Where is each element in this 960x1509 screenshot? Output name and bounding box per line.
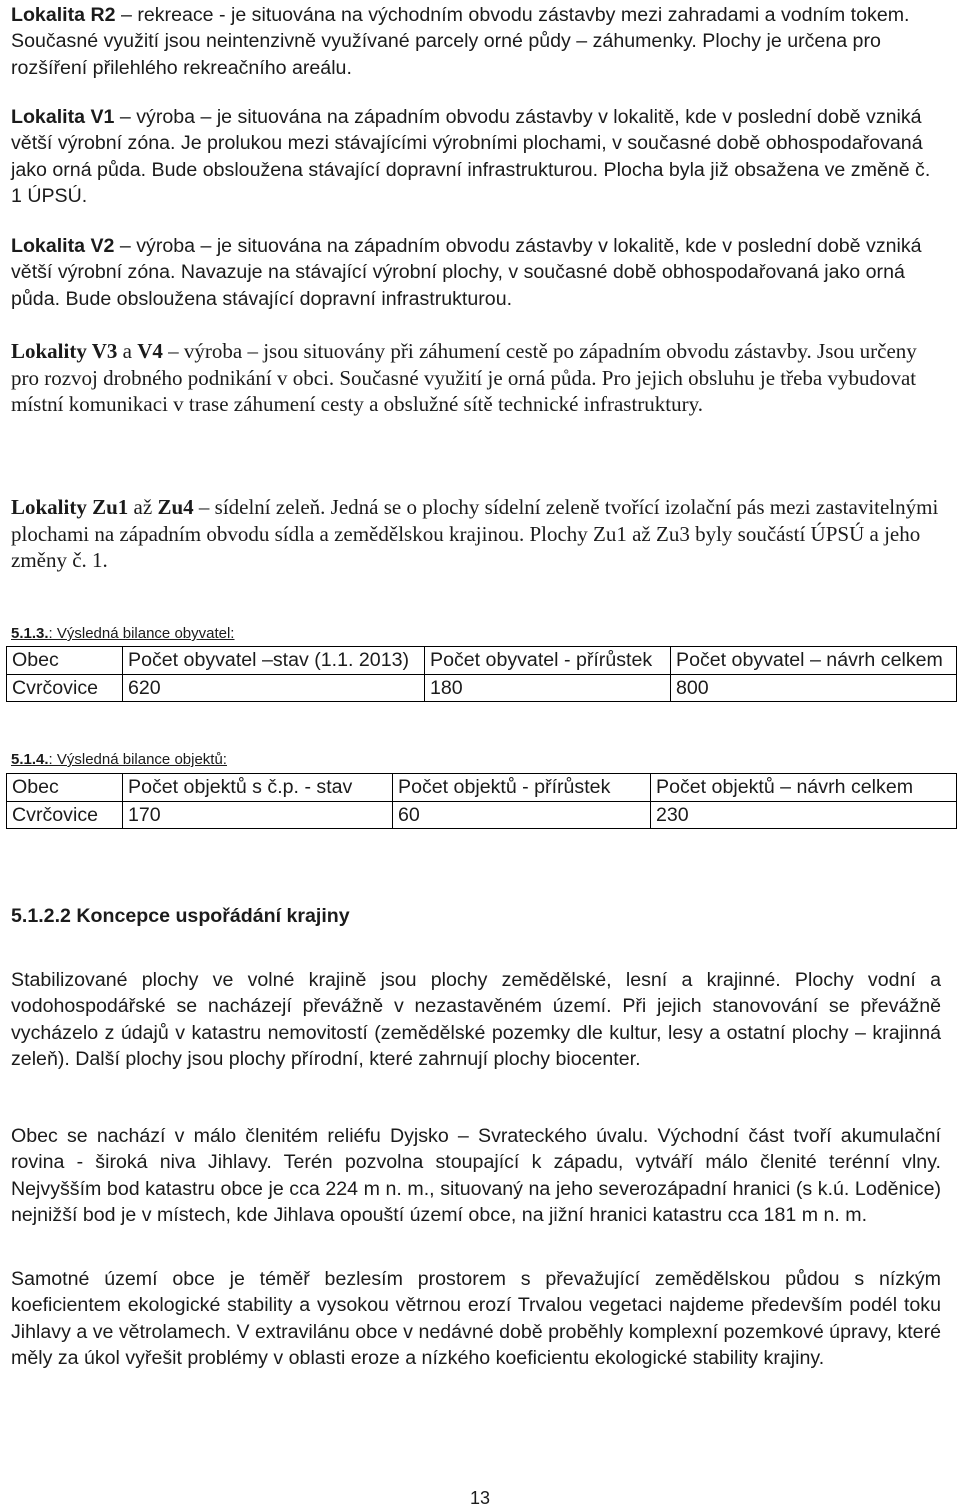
- table-header-row: [7, 774, 957, 802]
- paragraph-landscape-2: Obec se nachází v málo členitém reliéfu Dyjsko – Svrateckého úvalu. Východní část tvoří akumulační rovina - široká niva Jihlavy. Terén pozvolna stoupající k západu, vytváří málo členité terénní vlny. Nejvyšším bod katastru obce je cca 224 m n. m., situovaný na jeho severozápadní hranici (s k.ú. Loděnice) nejnižší bod je v místech, kde Jihlava opouští území obce, na jižní hranici katastru cca 181 m n. m.: [11, 1125, 941, 1227]
- lokalita-name: Lokalita V2: [11, 235, 115, 257]
- paragraph-text: – sídelní zeleň. Jedná se o plochy sídelní zeleně tvořící izolační pás mezi zastavitelnými plochami na západním obvodu sídla a zemědělskou krajinou. Plochy Zu1 až Zu3 byly součástí ÚPSÚ a jeho změny č. 1.: [11, 495, 939, 573]
- table-row: [7, 674, 957, 702]
- paragraph-lokality-zu: [11, 494, 941, 574]
- paragraph-landscape-3: Samotné území obce je téměř bezlesím prostorem s převažující zemědělskou půdou s nízkým koeficientem ekologické stability a vysokou větrnou erozí Trvalou vegetaci najdeme především podél toku Jihlavy a ve větrolamech. V extravilánu obce v nedávné době proběhly komplexní pozemkové úpravy, které měly za úkol vyřešit problémy v oblasti eroze a nízkého koeficientu ekologické stability krajiny.: [11, 1268, 941, 1370]
- paragraph-text: – rekreace - je situována na východním obvodu zástavby mezi zahradami a vodním tokem. Současné využití jsou neintenzivně využívané parcely orné půdy – záhumenky. Plochy je určena pro rozšíření přilehlého rekreačního areálu.: [11, 4, 910, 79]
- lokalita-name-2: Zu4: [157, 495, 194, 519]
- header-cell: Počet obyvatel - přírůstek: [425, 647, 671, 675]
- caption-number: 5.1.4.: [11, 751, 49, 768]
- header-cell: Obec: [7, 647, 123, 675]
- header-cell: Počet obyvatel –stav (1.1. 2013): [123, 647, 425, 675]
- caption-text: : Výsledná bilance obyvatel:: [48, 625, 235, 642]
- population-balance-table: [6, 646, 957, 702]
- table2-caption: [11, 750, 227, 770]
- paragraph-lokalita-v2: [11, 233, 941, 312]
- table-cell: 180: [425, 674, 671, 702]
- caption-text: : Výsledná bilance objektů:: [48, 751, 227, 768]
- section-heading: 5.1.2.2 Koncepce uspořádání krajiny: [11, 905, 350, 927]
- table-cell: 170: [123, 801, 393, 829]
- table-cell: 800: [671, 674, 957, 702]
- paragraph-landscape-1: Stabilizované plochy ve volné krajině jsou plochy zemědělské, lesní a krajinné. Plochy vodní a vodohospodářské se nacházejí převážně v nezastavěném území. Při jejich stanovování se převážně vycházelo z údajů v katastru nemovitostí (zemědělské pozemky dle kultur, lesy a ostatní plochy – krajinná zeleň). Další plochy jsou plochy přírodní, které zahrnují plochy biocenter.: [11, 969, 941, 1071]
- lokalita-name: Lokality Zu1: [11, 495, 129, 519]
- lokalita-name: Lokalita V1: [11, 106, 115, 128]
- lokalita-name: Lokality V3: [11, 339, 118, 363]
- header-cell: Počet objektů - přírůstek: [393, 774, 651, 802]
- header-cell: Počet objektů s č.p. - stav: [123, 774, 393, 802]
- table-cell: 60: [393, 801, 651, 829]
- header-cell: Obec: [7, 774, 123, 802]
- connector-text: a: [117, 339, 138, 363]
- page-number: 13: [469, 1488, 491, 1508]
- table-cell: 620: [123, 674, 425, 702]
- paragraph-text: – výroba – je situována na západním obvodu zástavby v lokalitě, kde v poslední době vzniká větší výrobní zóna. Navazuje na stávající výrobní plochy, v současné době obhospodařovaná jako orná půda. Bude obsloužena stávající dopravní infrastrukturou.: [11, 235, 922, 310]
- buildings-balance-table: [6, 773, 957, 829]
- paragraph-lokalita-v1: [11, 104, 941, 210]
- lokalita-name: Lokalita R2: [11, 4, 116, 26]
- table-row: [7, 801, 957, 829]
- paragraph-text: – výroba – jsou situovány při záhumení cestě po západním obvodu zástavby. Jsou určeny pro rozvoj drobného podnikání v obci. Současné využití je orná půda. Pro jejich obsluhu je třeba vybudovat místní komunikaci v trase záhumení cesty a obslužné sítě technické infrastruktury.: [11, 339, 917, 417]
- table-header-row: [7, 647, 957, 675]
- paragraph-lokality-v3-v4: [11, 338, 941, 418]
- connector-text: až: [128, 495, 158, 519]
- caption-number: 5.1.3.: [11, 625, 49, 642]
- table-cell: Cvrčovice: [7, 674, 123, 702]
- table1-caption: [11, 624, 234, 644]
- table-cell: Cvrčovice: [7, 801, 123, 829]
- lokalita-name-2: V4: [137, 339, 163, 363]
- paragraph-lokalita-r2: [11, 2, 941, 81]
- table-cell: 230: [651, 801, 957, 829]
- paragraph-text: – výroba – je situována na západním obvodu zástavby v lokalitě, kde v poslední době vzniká větší výrobní zóna. Je prolukou mezi stávajícími výrobními plochami, v současné době obhospodařovaná jako orná půda. Bude obsloužena stávající dopravní infrastrukturou. Plocha byla již obsažena ve změně č. 1 ÚPSÚ.: [11, 106, 931, 208]
- header-cell: Počet obyvatel – návrh celkem: [671, 647, 957, 675]
- header-cell: Počet objektů – návrh celkem: [651, 774, 957, 802]
